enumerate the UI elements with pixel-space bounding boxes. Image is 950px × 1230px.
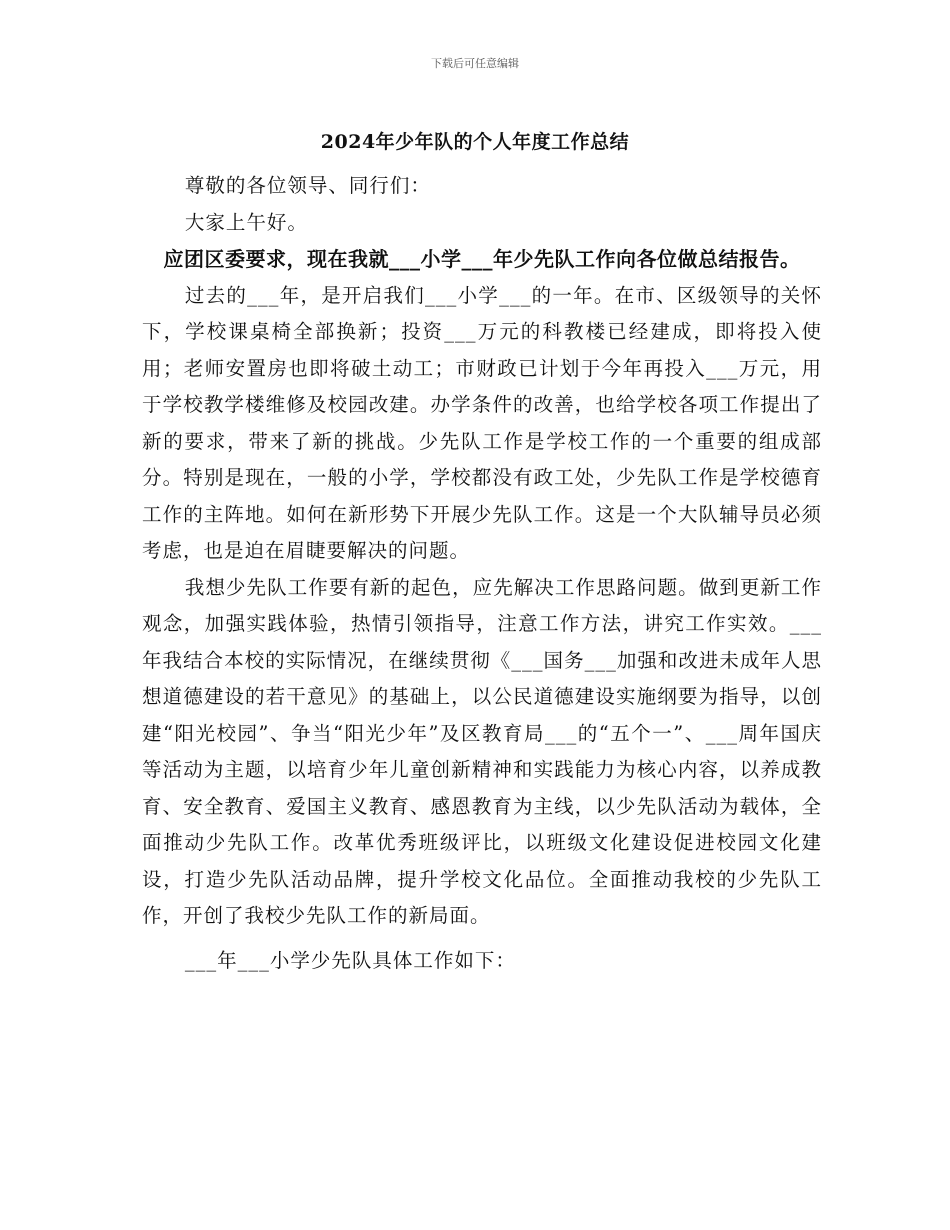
document-body [142,168,822,979]
paragraph-3: ___年___小学少先队具体工作如下： [184,948,516,972]
paragraph-2: 我想少先队工作要有新的起色，应先解决工作思路问题。做到更新工作观念，加强实践体验，热情引领指导，注意工作方法，讲究工作实效。___年我结合本校的实际情况，在继续贯彻《___国务___加强和改进未成年人思想道德建设的若干意见》的基础上，以公民道德建设实施纲要为指导，以创建“阳光校园”、争当“阳光少年”及区教育局___的“五个一”、___周年国庆等活动为主题，以培育少年儿童创新精神和实践能力为核心内容，以养成教育、安全教育、爱国主义教育、感恩教育为主线，以少先队活动为载体，全面推动少先队工作。改革优秀班级评比，以班级文化建设促进校园文化建设，打造少先队活动品牌，提升学校文化品位。全面推动我校的少先队工作，开创了我校少先队工作的新局面。 [142,575,822,927]
document-title: 2024年少年队的个人年度工作总结 [320,131,630,153]
page-header-note: 下载后可任意编辑 [431,57,519,70]
salutation: 尊敬的各位领导、同行们： [184,174,431,197]
paragraph-1: 过去的___年，是开启我们___小学___的一年。在市、区级领导的关怀下，学校课桌椅全部换新；投资___万元的科教楼已经建成，即将投入使用；老师安置房也即将破土动工；市财政已计划于今年再投入___万元，用于学校教学楼维修及校园改建。办学条件的改善，也给学校各项工作提出了新的要求，带来了新的挑战。少先队工作是学校工作的一个重要的组成部分。特别是现在，一般的小学，学校都没有政工处，少先队工作是学校德育工作的主阵地。如何在新形势下开展少先队工作。这是一个大队辅导员必须考虑，也是迫在眉睫要解决的问题。 [142,283,822,562]
greeting: 大家上午好。 [184,210,308,234]
lead-statement: 应团区委要求，现在我就___小学___年少先队工作向各位做总结报告。 [163,247,801,271]
